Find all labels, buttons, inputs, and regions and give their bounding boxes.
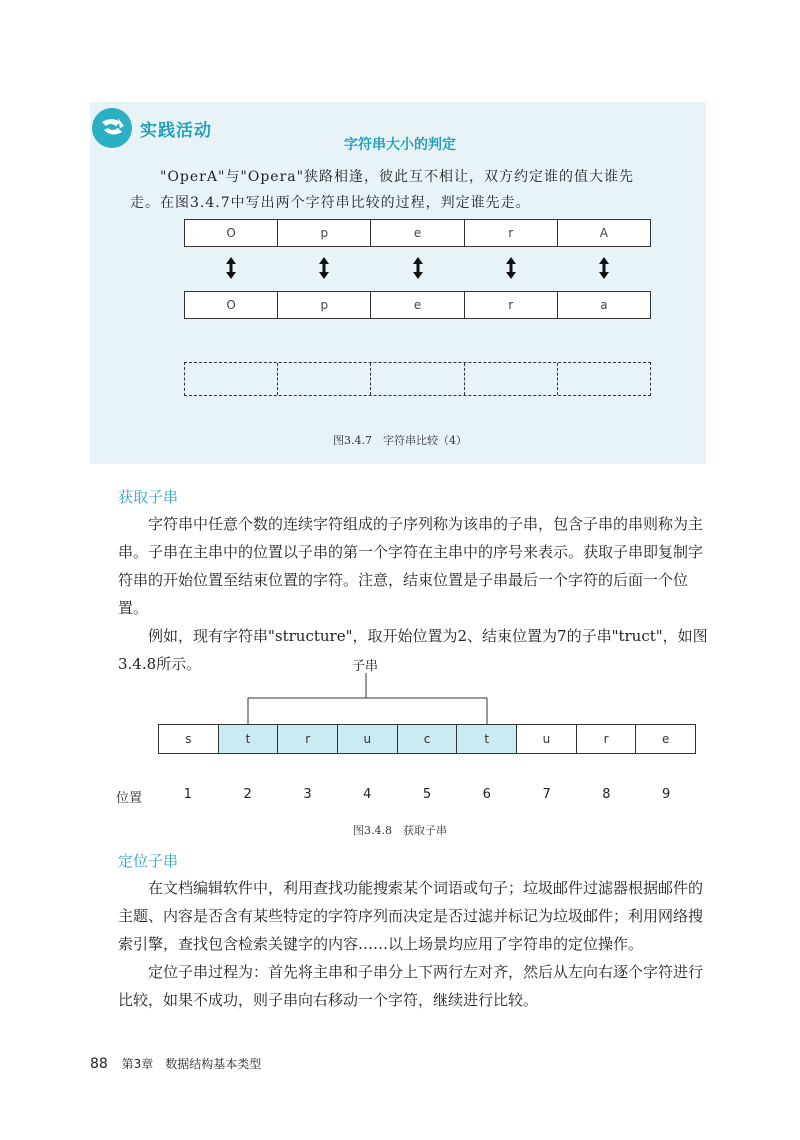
figure-caption-2: 图3.4.8 获取子串 [353,824,447,837]
paragraph: 字符串中任意个数的连续字符组成的子序列称为该串的子串，包含子串的串则称为主串。子串在主串中的位置以子串的第一个字符在主串中的序号来表示。获取子串即复制字符串的开始位置至结束位置的字符。注意，结束位置是子串最后一个字符的后面一个位置。 [118,515,704,617]
char-cell-highlighted: t [456,725,516,753]
page-number: 88 [90,1056,108,1072]
compare-cell: p [277,292,370,318]
compare-cell: A [557,220,650,246]
section-title-locate-substring: 定位子串 [118,852,179,870]
position-number: 3 [303,787,312,802]
char-cell-highlighted: t [218,725,278,753]
position-number: 7 [542,787,551,802]
activity-text-line2: 走。在图3.4.7中写出两个字符串比较的过程，判定谁先走。 [130,195,531,211]
compare-cell: p [277,220,370,246]
char-cell: s [185,732,192,746]
paragraph: 例如，现有字符串"structure"，取开始位置为2、结束位置为7的子串"truct"，如图3.4.8所示。 [118,627,708,673]
position-label: 位置 [116,791,143,806]
position-number: 2 [243,787,252,802]
compare-cell: e [370,292,463,318]
char-cell-highlighted: u [337,725,397,753]
compare-cell: r [464,220,557,246]
paragraph: 定位子串过程为：首先将主串和子串分上下两行左对齐，然后从左向右逐个字符进行比较，如果不成功，则子串向右移动一个字符，继续进行比较。 [118,963,704,1009]
position-number: 6 [482,787,491,802]
activity-title: 实践活动 [140,121,212,141]
compare-cell: O [226,226,236,240]
section-title-get-substring: 获取子串 [118,488,179,506]
paragraph: 在文档编辑软件中，利用查找功能搜索某个词语或句子；垃圾邮件过滤器根据邮件的主题、内容是否含有某些特定的字符序列而决定是否过滤并标记为垃圾邮件；利用网络搜索引擎，查找包含检索关键字的内容……以上场景均应用了字符串的定位操作。 [118,879,704,953]
char-cell: e [635,725,695,753]
compare-cell: e [370,220,463,246]
position-number: 9 [662,787,671,802]
structure-string-row [158,724,696,754]
compare-cell: O [226,298,236,312]
activity-text-line1: "OperA"与"Opera"狭路相逢，彼此互不相让，双方约定谁的值大谁先 [160,169,635,185]
substring-label: 子串 [352,659,379,674]
position-number: 1 [183,787,193,802]
chapter-title: 第3章 数据结构基本类型 [121,1057,262,1071]
position-number: 4 [363,787,372,802]
position-number: 8 [602,787,611,802]
char-cell-highlighted: c [397,725,457,753]
char-cell: r [576,725,636,753]
page-footer [90,1055,261,1072]
figure-caption-1: 图3.4.7 字符串比较（4） [333,434,467,447]
position-number: 5 [422,787,432,802]
activity-heading: 字符串大小的判定 [344,137,456,153]
compare-cell: r [464,292,557,318]
char-cell-highlighted: r [277,725,337,753]
position-numbers [158,787,696,802]
char-cell: u [516,725,576,753]
compare-cell: a [557,292,650,318]
